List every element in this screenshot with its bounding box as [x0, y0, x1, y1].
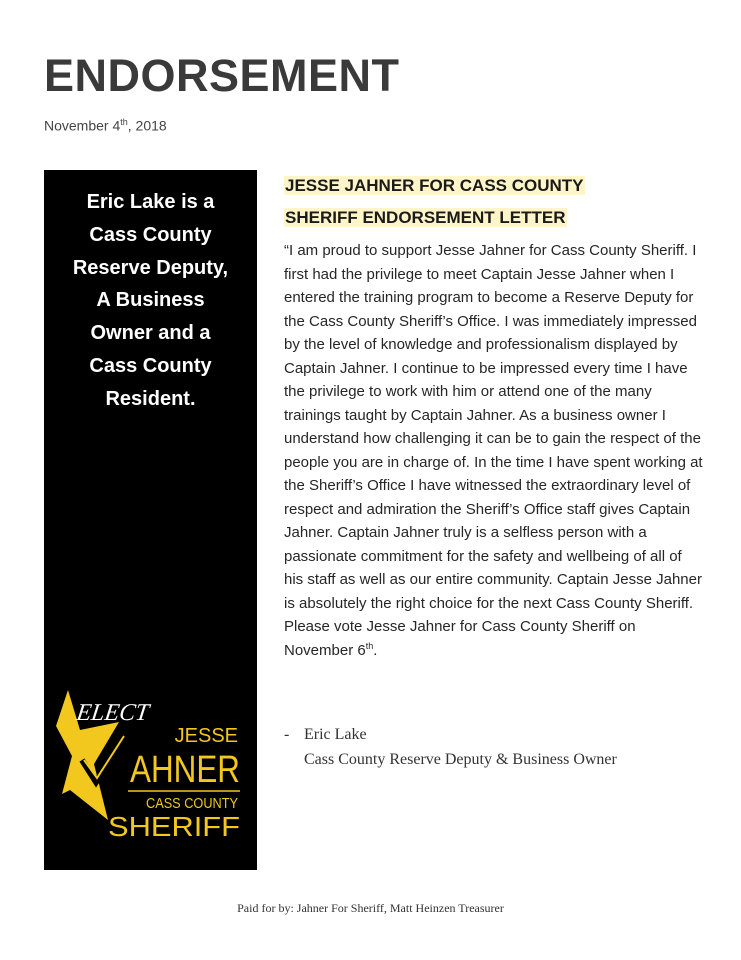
- date-ordinal: th: [120, 117, 128, 127]
- campaign-logo: [54, 690, 249, 840]
- date: [44, 117, 167, 134]
- date-text: November 4: [44, 117, 121, 134]
- signature-name: Eric Lake: [304, 726, 367, 743]
- letter-ordinal: th: [365, 640, 374, 651]
- signature-block: [284, 722, 617, 772]
- sidebar-line: Cass County: [89, 354, 212, 377]
- sidebar-line: Cass County: [89, 223, 212, 246]
- logo-office: SHERIFF: [108, 811, 240, 842]
- logo-county: CASS COUNTY: [146, 795, 238, 812]
- sidebar-line: Owner and a: [90, 322, 211, 345]
- sidebar-line: Eric Lake is a: [86, 191, 215, 213]
- sidebar-line: Resident.: [105, 387, 196, 410]
- signature-dash: -: [284, 726, 290, 743]
- date-year: , 2018: [127, 117, 167, 134]
- page-title: ENDORSEMENT: [44, 50, 400, 101]
- signature-title: Cass County Reserve Deputy & Business Owner: [304, 751, 617, 768]
- letter-end: .: [373, 641, 378, 659]
- sidebar-line: Reserve Deputy,: [72, 256, 229, 279]
- sidebar-panel: [44, 170, 257, 870]
- letter-body: “I am proud to support Jesse Jahner for Cass County Sheriff. I first had the privilege to meet Captain Jesse Jahner when I entered the training program to become a Reserve Deputy for the Cass County Sheriff’s Office. I was immediately impressed by the level of knowledge and professionalism displayed by Captain Jahner. I continue to be impressed every time I have the privilege to work with him or attend one of the many trainings taught by Captain Jahner. As a business owner I understand how challenging it can be to gain the respect of the people you are in charge of. In the time I have spent working at the Sheriff’s Office I have witnessed the extraordinary level of respect and admiration the Sheriff’s Office staff gives Captain Jahner. Captain Jahner truly is a selfless person with a passionate commitment for the safety and wellbeing of all of his staff as well as our entire community. Captain Jesse Jahner is absolutely the right choice for the next Cass County Sheriff. Please vote Jesse Jahner for Cass County Sheriff on November 6: [284, 242, 703, 659]
- footer-disclaimer: Paid for by: Jahner For Sheriff, Matt Heinzen Treasurer: [237, 901, 504, 915]
- logo-first-name: JESSE: [174, 725, 238, 747]
- sidebar-line: A Business: [96, 289, 205, 312]
- endorsement-letter: [284, 239, 704, 662]
- heading-line: JESSE JAHNER FOR CASS COUNTY: [285, 176, 584, 195]
- article-heading: [284, 170, 704, 234]
- logo-last-name: AHNER: [130, 749, 240, 791]
- heading-line: SHERIFF ENDORSEMENT LETTER: [285, 208, 566, 227]
- logo-elect: ELECT: [74, 700, 151, 726]
- sidebar-description: [44, 186, 257, 416]
